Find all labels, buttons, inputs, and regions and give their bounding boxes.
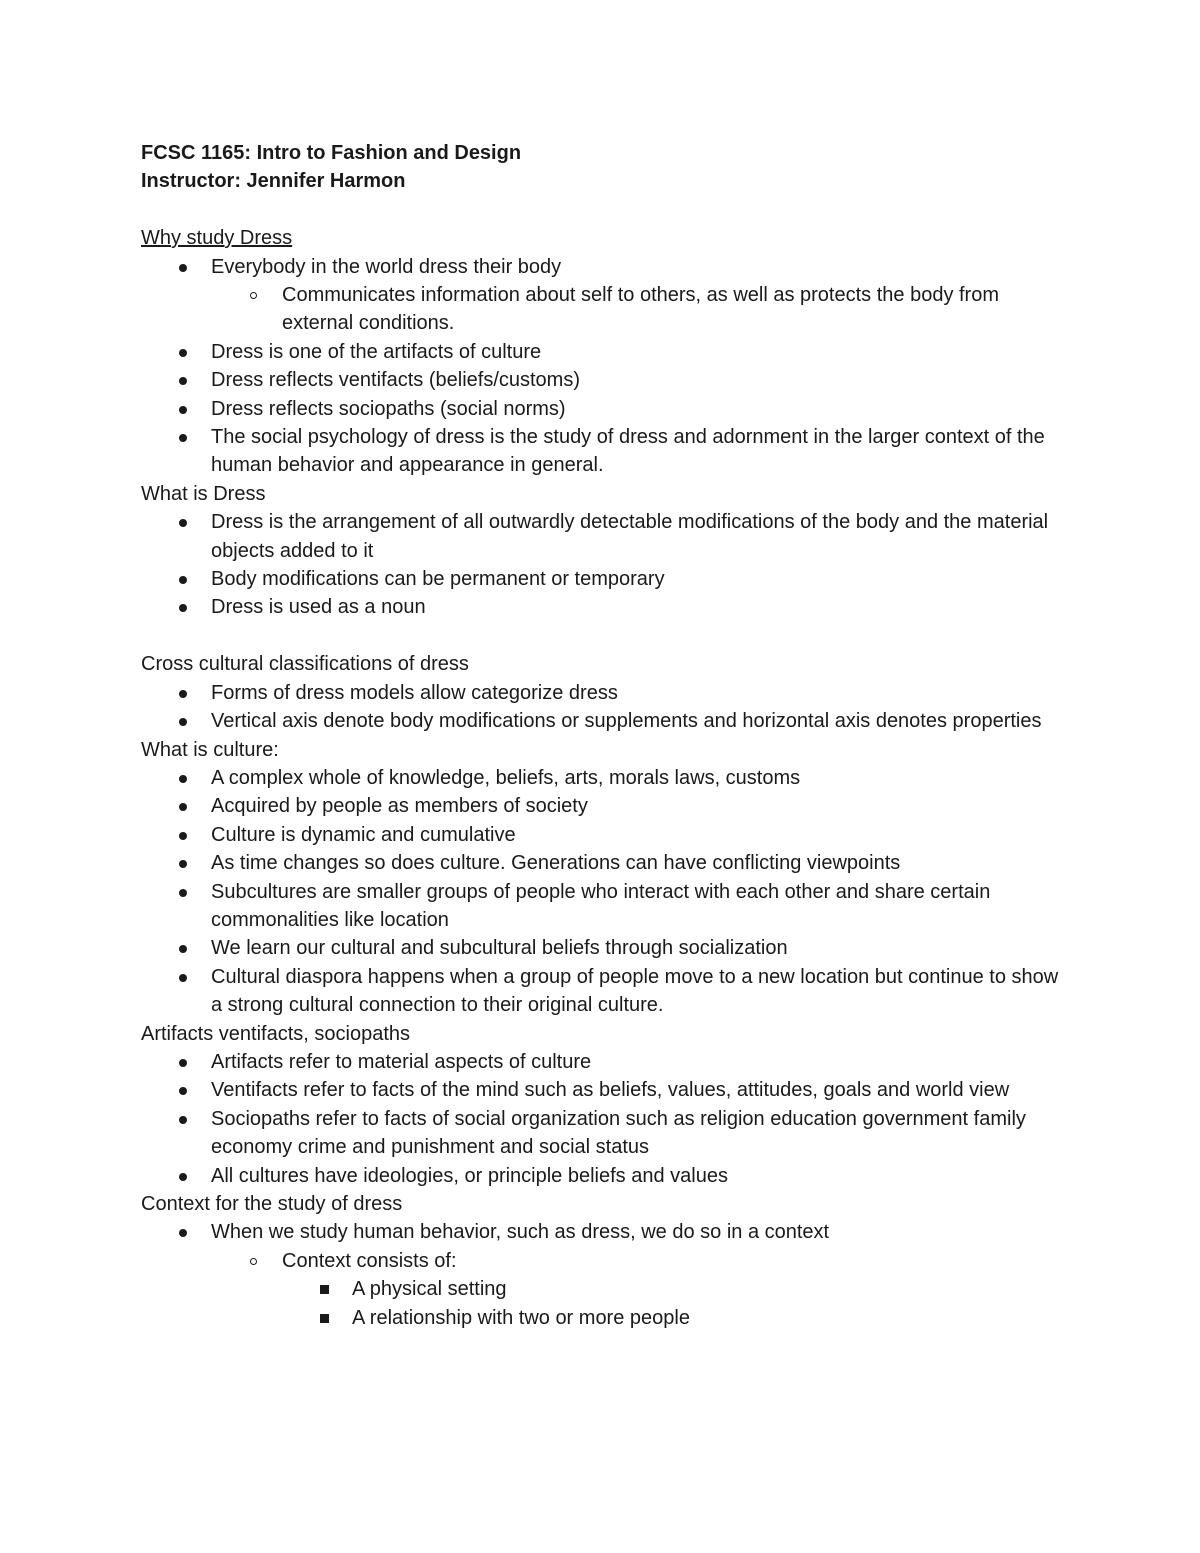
filled-bullet-icon	[179, 434, 187, 442]
list-item: Everybody in the world dress their body	[141, 253, 1071, 281]
list-item: A complex whole of knowledge, beliefs, arts, morals laws, customs	[141, 764, 1071, 792]
list-item: Subcultures are smaller groups of people who interact with each other and share certain commonalities like location	[141, 878, 1071, 935]
hollow-bullet-icon	[250, 1258, 257, 1265]
list-item: A relationship with two or more people	[141, 1304, 1071, 1332]
filled-bullet-icon	[179, 775, 187, 783]
filled-bullet-icon	[179, 889, 187, 897]
list-item: Artifacts refer to material aspects of culture	[141, 1048, 1071, 1076]
filled-bullet-icon	[179, 1229, 187, 1237]
list-item: Sociopaths refer to facts of social organization such as religion education government family economy crime and punishment and social status	[141, 1105, 1071, 1162]
filled-bullet-icon	[179, 406, 187, 414]
list-item: Forms of dress models allow categorize dress	[141, 679, 1071, 707]
list-item: Dress is the arrangement of all outwardly detectable modifications of the body and the material objects added to it	[141, 508, 1071, 565]
list-item: A physical setting	[141, 1275, 1071, 1303]
section-heading-artifacts: Artifacts ventifacts, sociopaths	[141, 1022, 411, 1045]
filled-bullet-icon	[179, 1173, 187, 1181]
filled-bullet-icon	[179, 377, 187, 385]
filled-bullet-icon	[179, 349, 187, 357]
filled-bullet-icon	[179, 1087, 187, 1095]
section-heading-what-is-culture: What is culture:	[141, 738, 279, 761]
square-bullet-icon	[320, 1285, 329, 1294]
list-item: Vertical axis denote body modifications or supplements and horizontal axis denotes properties	[141, 707, 1071, 735]
list-item: Culture is dynamic and cumulative	[141, 821, 1071, 849]
section-list	[141, 1218, 1071, 1332]
filled-bullet-icon	[179, 832, 187, 840]
square-bullet-icon	[320, 1314, 329, 1323]
course-title: FCSC 1165: Intro to Fashion and Design	[141, 142, 522, 164]
hollow-bullet-icon	[250, 292, 257, 299]
section-list	[141, 764, 1071, 1020]
filled-bullet-icon	[179, 519, 187, 527]
list-item: Body modifications can be permanent or temporary	[141, 565, 1071, 593]
filled-bullet-icon	[179, 860, 187, 868]
section-heading-cross-cultural: Cross cultural classifications of dress	[141, 653, 469, 676]
list-item: Dress is one of the artifacts of culture	[141, 338, 1071, 366]
filled-bullet-icon	[179, 718, 187, 726]
list-item: Context consists of:	[141, 1247, 1071, 1275]
filled-bullet-icon	[179, 264, 187, 272]
list-item: We learn our cultural and subcultural beliefs through socialization	[141, 934, 1071, 962]
section-list	[141, 1048, 1071, 1190]
filled-bullet-icon	[179, 576, 187, 584]
section-heading-why-study-dress: Why study Dress	[141, 227, 293, 250]
filled-bullet-icon	[179, 604, 187, 612]
filled-bullet-icon	[179, 690, 187, 698]
document-page	[141, 139, 1071, 1332]
blank-line	[141, 622, 1071, 650]
list-item: Ventifacts refer to facts of the mind such as beliefs, values, attitudes, goals and world view	[141, 1076, 1071, 1104]
list-item: As time changes so does culture. Generations can have conflicting viewpoints	[141, 849, 1071, 877]
section-list	[141, 253, 1071, 480]
section-list	[141, 679, 1071, 736]
list-item: All cultures have ideologies, or principle beliefs and values	[141, 1162, 1071, 1190]
section-list	[141, 508, 1071, 622]
list-item: Dress reflects sociopaths (social norms)	[141, 395, 1071, 423]
instructor-line: Instructor: Jennifer Harmon	[141, 170, 406, 193]
list-item: The social psychology of dress is the study of dress and adornment in the larger context of the human behavior and appearance in general.	[141, 423, 1071, 480]
section-heading-context: Context for the study of dress	[141, 1193, 403, 1215]
list-item: Cultural diaspora happens when a group of people move to a new location but continue to show a strong cultural connection to their original culture.	[141, 963, 1071, 1020]
list-item: Communicates information about self to others, as well as protects the body from external conditions.	[141, 281, 1071, 338]
section-heading-what-is-dress: What is Dress	[141, 482, 266, 505]
filled-bullet-icon	[179, 974, 187, 982]
filled-bullet-icon	[179, 1059, 187, 1067]
list-item: Dress is used as a noun	[141, 593, 1071, 621]
list-item: Acquired by people as members of society	[141, 792, 1071, 820]
list-item: Dress reflects ventifacts (beliefs/customs)	[141, 366, 1071, 394]
list-item: When we study human behavior, such as dress, we do so in a context	[141, 1218, 1071, 1246]
filled-bullet-icon	[179, 803, 187, 811]
blank-line	[141, 196, 1071, 224]
filled-bullet-icon	[179, 1116, 187, 1124]
filled-bullet-icon	[179, 945, 187, 953]
